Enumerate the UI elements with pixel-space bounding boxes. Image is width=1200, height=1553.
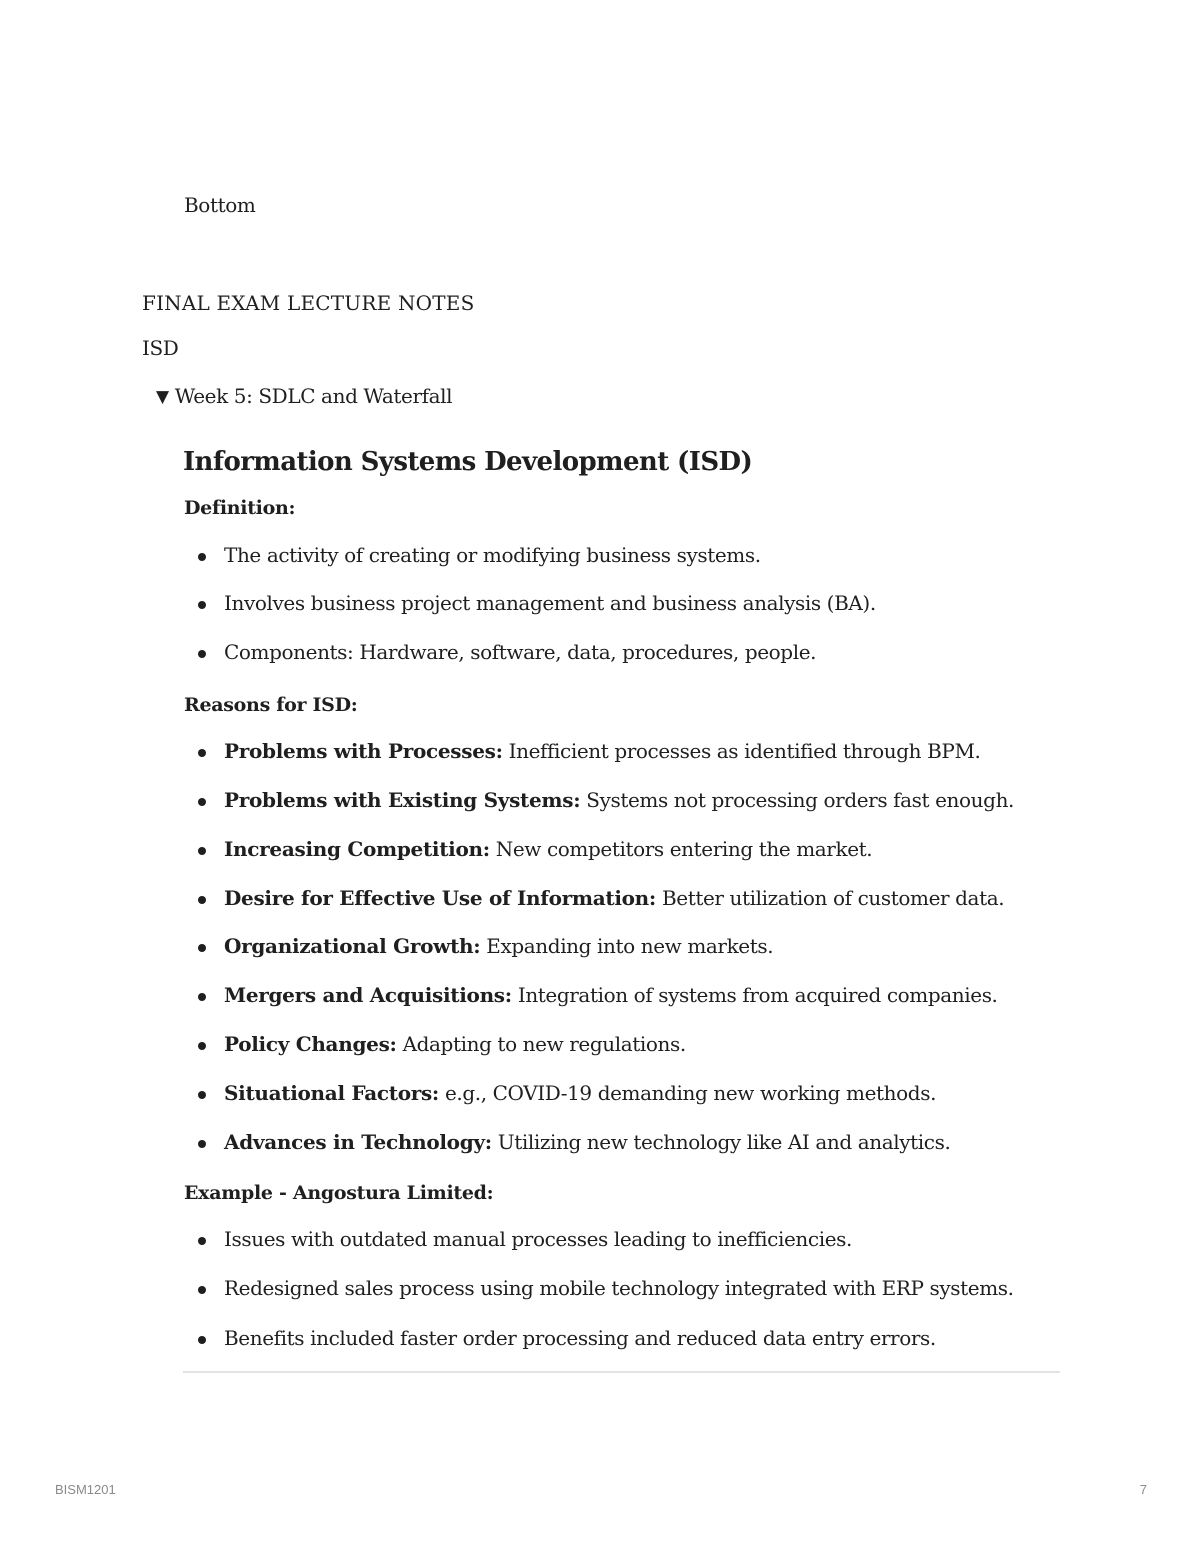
section-heading: Information Systems Development (ISD) — [183, 447, 753, 477]
bullet-icon — [198, 650, 206, 658]
list-item: Involves business project management and business analysis (BA). — [224, 591, 876, 615]
bullet-icon — [198, 601, 206, 609]
list-item: Redesigned sales process using mobile technology integrated with ERP systems. — [224, 1276, 1014, 1300]
list-item-text: New competitors entering the market. — [489, 837, 873, 861]
list-item-text: e.g., COVID-19 demanding new working methods. — [439, 1081, 937, 1105]
bullet-icon — [198, 944, 206, 952]
bullet-icon — [198, 896, 206, 904]
triangle-down-icon: ▼ — [156, 387, 169, 407]
list-item-text: Inefficient processes as identified through BPM. — [502, 739, 981, 763]
example-title: Example - Angostura Limited: — [184, 1182, 494, 1204]
list-item-text: Systems not processing orders fast enough. — [580, 788, 1015, 812]
bullet-icon — [198, 1091, 206, 1099]
bullet-icon — [198, 1336, 206, 1344]
bullet-icon — [198, 1042, 206, 1050]
week-toggle[interactable] — [156, 386, 452, 407]
bullet-icon — [198, 1237, 206, 1245]
list-item — [224, 985, 998, 1005]
list-item — [224, 1083, 936, 1103]
list-item-term: Mergers and Acquisitions: — [224, 983, 512, 1007]
bullet-icon — [198, 553, 206, 561]
list-item — [224, 790, 1014, 810]
list-item-text: Adapting to new regulations. — [396, 1032, 686, 1056]
bullet-icon — [198, 993, 206, 1001]
list-item: Issues with outdated manual processes leading to inefficiencies. — [224, 1227, 852, 1251]
list-item — [224, 888, 1004, 908]
bullet-icon — [198, 798, 206, 806]
list-item: Components: Hardware, software, data, procedures, people. — [224, 640, 817, 664]
reasons-title: Reasons for ISD: — [184, 694, 358, 716]
footer-course-code: BISM1201 — [55, 1482, 116, 1497]
list-item-text: Expanding into new markets. — [480, 934, 774, 958]
bullet-icon — [198, 1286, 206, 1294]
divider — [183, 1371, 1060, 1373]
list-item — [224, 1132, 950, 1152]
list-item — [224, 741, 981, 761]
document-title: FINAL EXAM LECTURE NOTES — [142, 291, 475, 315]
document-subtitle: ISD — [142, 336, 179, 360]
list-item — [224, 936, 773, 956]
list-item: Benefits included faster order processing and reduced data entry errors. — [224, 1326, 936, 1350]
footer-page-number: 7 — [1139, 1482, 1147, 1497]
bullet-icon — [198, 847, 206, 855]
bullet-icon — [198, 749, 206, 757]
list-item-term: Policy Changes: — [224, 1032, 397, 1056]
bottom-label: Bottom — [184, 193, 256, 217]
list-item-term: Organizational Growth: — [224, 934, 481, 958]
list-item: The activity of creating or modifying business systems. — [224, 543, 761, 567]
list-item-text: Integration of systems from acquired companies. — [511, 983, 998, 1007]
list-item-term: Increasing Competition: — [224, 837, 490, 861]
list-item — [224, 1034, 686, 1054]
definition-title: Definition: — [184, 497, 296, 519]
toggle-label: Week 5: SDLC and Waterfall — [174, 384, 453, 408]
bullet-icon — [198, 1140, 206, 1148]
list-item-term: Problems with Existing Systems: — [224, 788, 581, 812]
list-item-term: Problems with Processes: — [224, 739, 503, 763]
list-item-term: Advances in Technology: — [224, 1130, 492, 1154]
list-item-text: Better utilization of customer data. — [656, 886, 1005, 910]
list-item-text: Utilizing new technology like AI and analytics. — [491, 1130, 951, 1154]
list-item-term: Desire for Effective Use of Information: — [224, 886, 656, 910]
list-item — [224, 839, 872, 859]
list-item-term: Situational Factors: — [224, 1081, 440, 1105]
